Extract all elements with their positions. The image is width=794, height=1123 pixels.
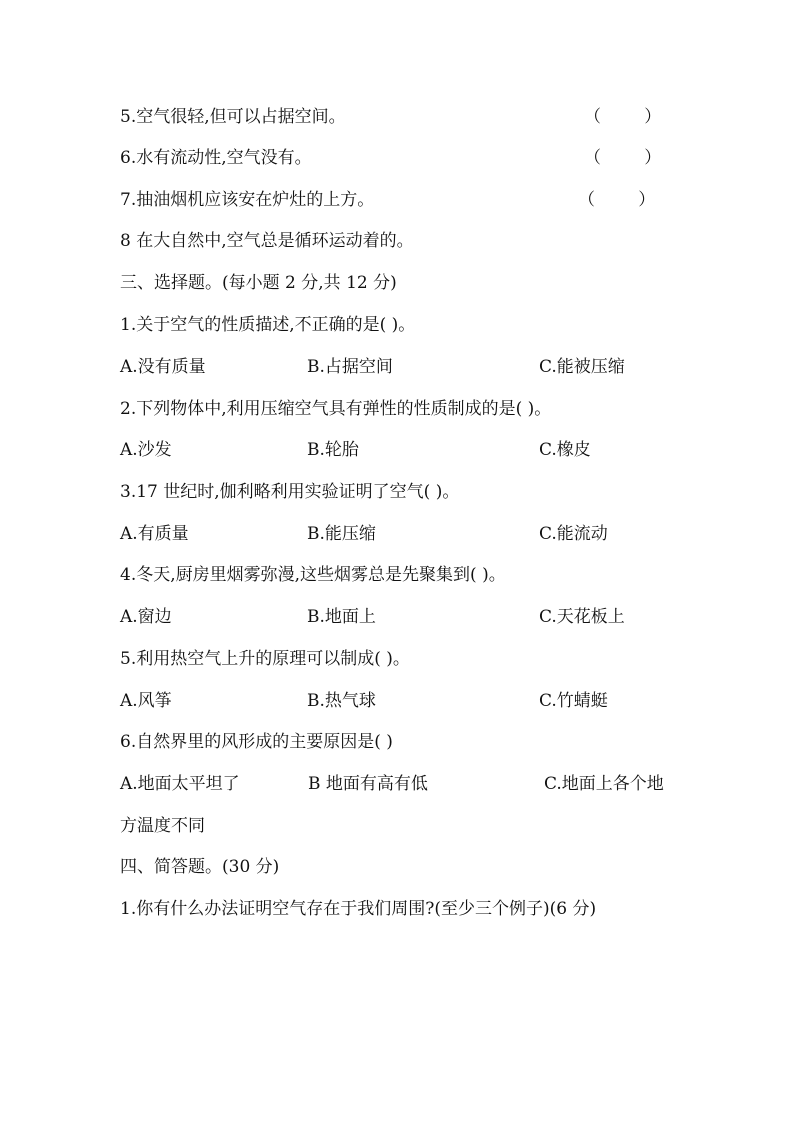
tf-item-6: 6.水有流动性,空气没有。	[120, 148, 312, 168]
choice-4-option-a[interactable]: A.窗边	[120, 607, 172, 627]
choice-2-option-b[interactable]: B.轮胎	[307, 440, 359, 460]
choice-5-option-a[interactable]: A.风筝	[120, 691, 172, 711]
choice-6-option-c-continuation: 方温度不同	[120, 816, 205, 836]
section-heading-choice: 三、选择题。(每小题 2 分,共 12 分)	[120, 273, 397, 293]
choice-6-option-c[interactable]: C.地面上各个地	[544, 774, 664, 794]
choice-question-1: 1.关于空气的性质描述,不正确的是( )。	[120, 315, 416, 335]
tf-item-8: 8 在大自然中,空气总是循环运动着的。	[120, 231, 414, 251]
short-answer-question-1: 1.你有什么办法证明空气存在于我们周围?(至少三个例子)(6 分)	[120, 899, 597, 919]
choice-3-option-b[interactable]: B.能压缩	[307, 524, 376, 544]
choice-6-option-b[interactable]: B 地面有高有低	[308, 774, 428, 794]
choice-question-3: 3.17 世纪时,伽利略利用实验证明了空气( )。	[120, 482, 460, 502]
tf-item-5: 5.空气很轻,但可以占据空间。	[120, 107, 346, 127]
choice-3-option-a[interactable]: A.有质量	[120, 524, 189, 544]
tf-answer-blank-7[interactable]: （ ）	[578, 190, 656, 210]
tf-answer-blank-5[interactable]: （ ）	[584, 107, 662, 127]
choice-4-option-c[interactable]: C.天花板上	[539, 607, 625, 627]
choice-2-option-c[interactable]: C.橡皮	[539, 440, 591, 460]
choice-2-option-a[interactable]: A.沙发	[120, 440, 172, 460]
section-heading-short-answer: 四、简答题。(30 分)	[120, 857, 280, 877]
choice-1-option-b[interactable]: B.占据空间	[307, 357, 393, 377]
choice-question-2: 2.下列物体中,利用压缩空气具有弹性的性质制成的是( )。	[120, 399, 552, 419]
tf-item-7: 7.抽油烟机应该安在炉灶的上方。	[120, 190, 375, 210]
choice-6-option-a[interactable]: A.地面太平坦了	[120, 774, 240, 794]
choice-5-option-b[interactable]: B.热气球	[307, 691, 376, 711]
choice-1-option-c[interactable]: C.能被压缩	[539, 357, 625, 377]
choice-4-option-b[interactable]: B.地面上	[307, 607, 376, 627]
choice-question-5: 5.利用热空气上升的原理可以制成( )。	[120, 649, 410, 669]
choice-3-option-c[interactable]: C.能流动	[539, 524, 608, 544]
choice-question-4: 4.冬天,厨房里烟雾弥漫,这些烟雾总是先聚集到( )。	[120, 565, 506, 585]
choice-5-option-c[interactable]: C.竹蜻蜓	[539, 691, 608, 711]
choice-question-6: 6.自然界里的风形成的主要原因是( )	[120, 732, 393, 752]
tf-answer-blank-6[interactable]: （ ）	[584, 148, 662, 168]
choice-1-option-a[interactable]: A.没有质量	[120, 357, 206, 377]
